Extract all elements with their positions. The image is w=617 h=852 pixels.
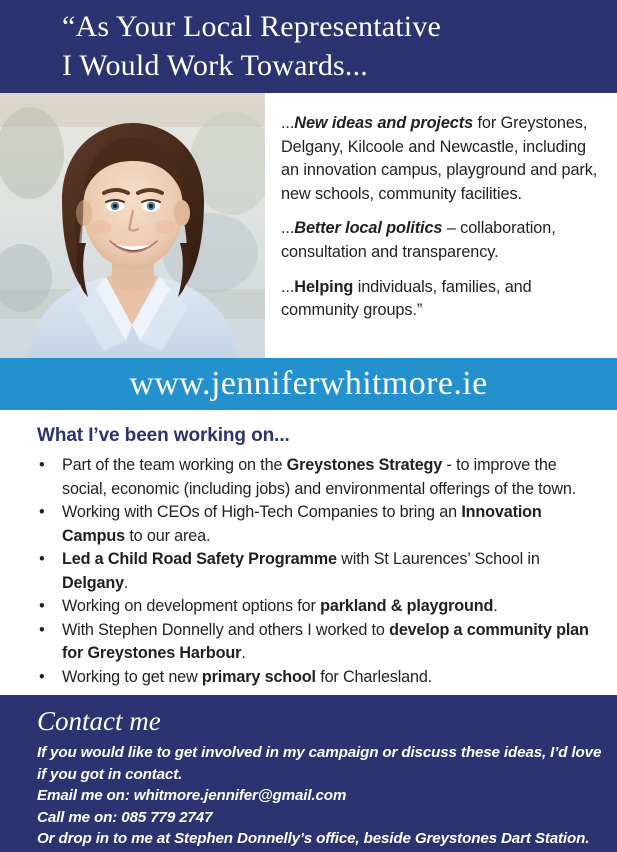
contact-email-line[interactable]: Email me on: whitmore.jennifer@gmail.com [37, 787, 347, 804]
working-on-item [37, 501, 603, 548]
working-on-list [37, 454, 603, 689]
bullet-icon: • [39, 503, 45, 521]
quote-rest-1: for Greystones, Delgany, Kilcoole and Newcastle, including an innovation campus, playground and park, new schools, community facilities. [281, 114, 598, 203]
bullet-icon: • [39, 667, 45, 686]
contact-phone-line[interactable]: Call me on: 085 779 2747 [37, 808, 213, 826]
contact-address-line: Or drop in to me at Stephen Donnelly’s office, beside Greystones Dart Station. [37, 830, 590, 847]
working-on-item-text: Led a Child Road Safety Programme [62, 550, 337, 568]
bullet-icon: • [39, 597, 45, 615]
working-on-item-text: . [123, 573, 129, 592]
contact-title: Contact me [37, 706, 161, 736]
working-on-item-text: parkland & playground [320, 597, 494, 615]
working-on-item-text: Innovation Campus [62, 503, 542, 545]
quote-paragraph-2 [281, 217, 601, 264]
working-on-item [37, 548, 603, 595]
working-on-item-text: . [493, 597, 498, 615]
quote-lead-1: ... [281, 114, 295, 132]
bullet-icon: • [39, 550, 45, 568]
header-line-2: I Would Work Towards... [62, 49, 368, 82]
quote-emphasis-3: Helping [294, 277, 354, 296]
working-on-item [37, 595, 603, 619]
working-on-section [0, 410, 617, 695]
working-on-item-text: Working on development options for [62, 597, 321, 615]
contact-section [0, 695, 617, 852]
working-on-item [37, 454, 603, 501]
working-on-item-text: develop a community plan for Greystones Harbour [62, 620, 589, 662]
bullet-icon: • [39, 620, 45, 639]
contact-intro-line: If you would like to get involved in my campaign or discuss these ideas, I’d love if you got in contact. [37, 744, 602, 783]
website-url[interactable]: www.jenniferwhitmore.ie [129, 365, 488, 402]
working-on-item-text: . [241, 644, 246, 662]
working-on-item-text: primary school [201, 667, 316, 686]
working-on-item-text: Part of the team working on the [62, 456, 287, 474]
working-on-item-text: Working with CEOs of High-Tech Companies to bring an [62, 503, 462, 521]
working-on-item-text: Delgany [62, 573, 124, 592]
quote-rest-2: – collaboration, consultation and transparency. [281, 219, 556, 261]
candidate-portrait-photo [0, 93, 265, 358]
quote-emphasis-2: Better local politics [294, 219, 443, 238]
working-on-item-text: Greystones Strategy [286, 456, 443, 474]
working-on-item-text: - to improve the social, economic (including jobs) and environmental offerings of the town. [62, 456, 577, 498]
working-on-item [37, 666, 603, 690]
working-on-title: What I’ve been working on... [37, 425, 290, 446]
header-line-1: “As Your Local Representative [62, 10, 442, 43]
quote-lead-2: ... [281, 219, 295, 238]
working-on-item [37, 619, 603, 666]
quote-emphasis-1: New ideas and projects [294, 114, 474, 132]
working-on-item-text: to our area. [124, 526, 211, 545]
quote-paragraph-3 [281, 276, 601, 323]
quote-lead-3: ... [281, 277, 295, 296]
working-on-item-text: with St Laurences’ School in [336, 550, 540, 568]
working-on-item-text: Working to get new [62, 667, 202, 686]
quote-rest-3: individuals, families, and community groups.” [281, 277, 532, 320]
working-on-item-text: With Stephen Donnelly and others I worked to [62, 620, 390, 639]
website-banner[interactable] [0, 358, 617, 410]
header-quote-banner [0, 0, 617, 93]
bullet-icon: • [39, 456, 45, 474]
quote-text-column [281, 112, 601, 323]
quote-paragraph-1 [281, 112, 601, 206]
working-on-item-text: for Charlesland. [315, 667, 433, 686]
